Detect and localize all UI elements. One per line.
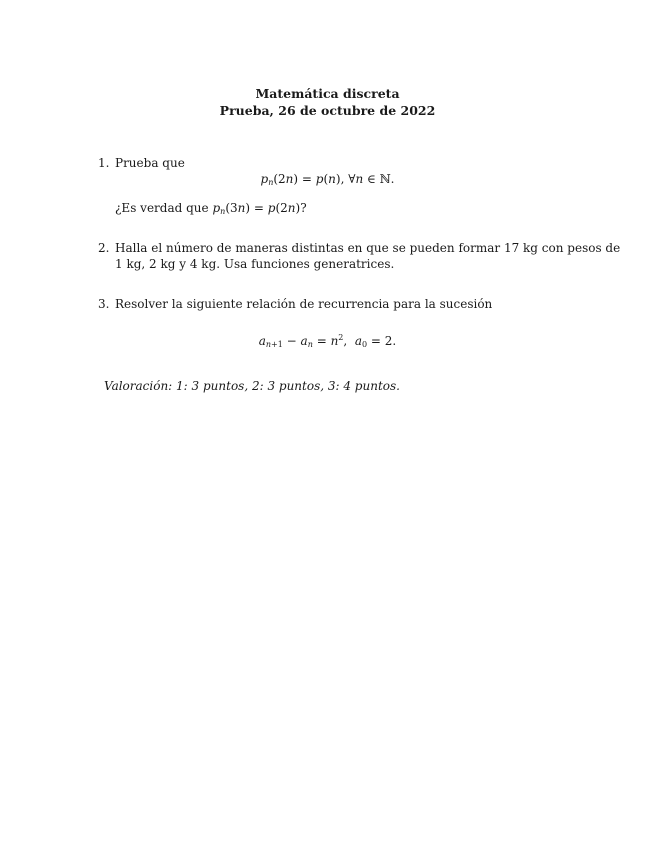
problem-2-line-1: Halla el número de maneras distintas en que se pueden formar 17 kg con pesos de (115, 241, 621, 255)
problem-1-question (98, 200, 578, 216)
problem-1-text: Prueba que (115, 156, 185, 170)
problem-1-formula: $p_n(2n) = p(n)$, ∀n ∈ ℕ. (260, 172, 395, 187)
grading-note: Valoración: 1: 3 puntos, 2: 3 puntos, 3: 4 puntos. (104, 379, 400, 393)
exam-subtitle: Prueba, 26 de octubre de 2022 (219, 103, 436, 118)
course-title: Matemática discreta (255, 86, 400, 101)
problem-1-question-suffix: ? (300, 201, 307, 215)
problem-1-question-formula: $p_n(3n) = p(2n)$ (212, 201, 301, 216)
problem-1-number: 1. (98, 156, 110, 170)
problem-1 (98, 155, 578, 171)
problem-3-text: Resolver la siguiente relación de recurrencia para la sucesión (115, 297, 493, 311)
problem-2-number: 2. (98, 241, 110, 255)
problem-3-formula: $a_{n+1} - a_n = n^2$, $a_0 = 2$. (258, 333, 397, 349)
problem-3-number: 3. (98, 297, 110, 311)
problem-3 (98, 296, 578, 312)
problem-2 (98, 240, 621, 272)
problem-1-question-prefix: ¿Es verdad que (115, 201, 209, 215)
problem-2-line-2: 1 kg, 2 kg y 4 kg. Usa funciones generatrices. (115, 257, 395, 271)
